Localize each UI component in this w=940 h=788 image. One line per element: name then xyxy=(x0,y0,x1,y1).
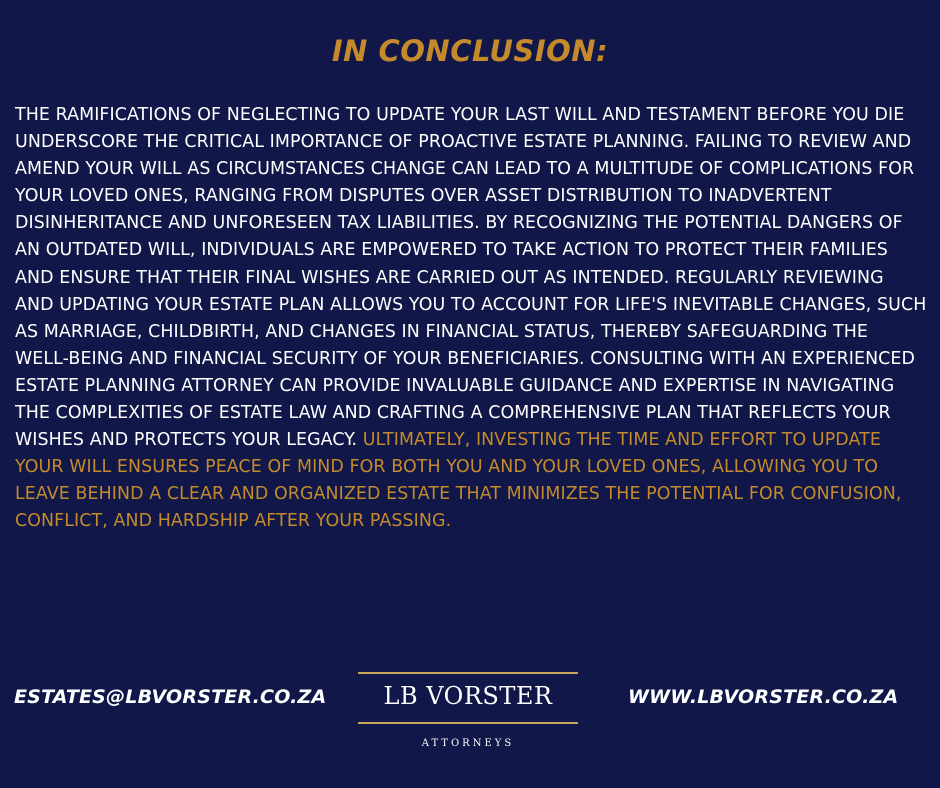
main-paragraph: THE RAMIFICATIONS OF NEGLECTING TO UPDATE YOUR LAST WILL AND TESTAMENT BEFORE YOU DIE UNDERSCORE THE CRITICAL IMPORTANCE OF PROACTIVE ESTATE PLANNING. FAILING TO REVIEW AND AMEND YOUR WILL AS CIRCUMSTANCES CHANGE CAN LEAD TO A MULTITUDE OF COMPLICATIONS FOR YOUR LOVED ONES, RANGING FROM DISPUTES OVER ASSET DISTRIBUTION TO INADVERTENT DISINHERITANCE AND UNFORESEEN TAX LIABILITIES. BY RECOGNIZING THE POTENTIAL DANGERS OF AN OUTDATED WILL, INDIVIDUALS ARE EMPOWERED TO TAKE ACTION TO PROTECT THEIR FAMILIES AND ENSURE THAT THEIR FINAL WISHES ARE CARRIED OUT AS INTENDED. REGULARLY REVIEWING AND UPDATING YOUR ESTATE PLAN ALLOWS YOU TO ACCOUNT FOR LIFE'S INEVITABLE CHANGES, SUCH AS MARRIAGE, CHILDBIRTH, AND CHANGES IN FINANCIAL STATUS, THEREBY SAFEGUARDING THE WELL-BEING AND FINANCIAL SECURITY OF YOUR BENEFICIARIES. CONSULTING WITH AN EXPERIENCED ESTATE PLANNING ATTORNEY CAN PROVIDE INVALUABLE GUIDANCE AND EXPERTISE IN NAVIGATING THE COMPLEXITIES OF ESTATE LAW AND CRAFTING A COMPREHENSIVE PLAN THAT REFLECTS YOUR WISHES AND PROTECTS YOUR LEGACY. xyxy=(15,105,927,451)
website-link[interactable]: WWW.LBVORSTER.CO.ZA xyxy=(628,686,899,708)
closing-paragraph: ULTIMATELY, INVESTING THE TIME AND EFFORT TO UPDATE YOUR WILL ENSURES PEACE OF MIND FOR BOTH YOU AND YOUR LOVED ONES, ALLOWING YOU TO LEAVE BEHIND A CLEAR AND ORGANIZED ESTATE THAT MINIMIZES THE POTENTIAL FOR CONFUSION, CONFLICT, AND HARDSHIP AFTER YOUR PASSING. xyxy=(15,430,902,532)
firm-logo xyxy=(358,672,578,772)
page-title: IN CONCLUSION: xyxy=(331,34,609,68)
conclusion-text xyxy=(15,102,927,536)
logo-bottom-rule xyxy=(358,722,578,724)
logo-subtitle: ATTORNEYS xyxy=(421,738,515,749)
logo-top-rule xyxy=(358,672,578,674)
logo-name: LB VORSTER xyxy=(383,682,553,710)
email-link[interactable]: ESTATES@LBVORSTER.CO.ZA xyxy=(14,686,327,708)
